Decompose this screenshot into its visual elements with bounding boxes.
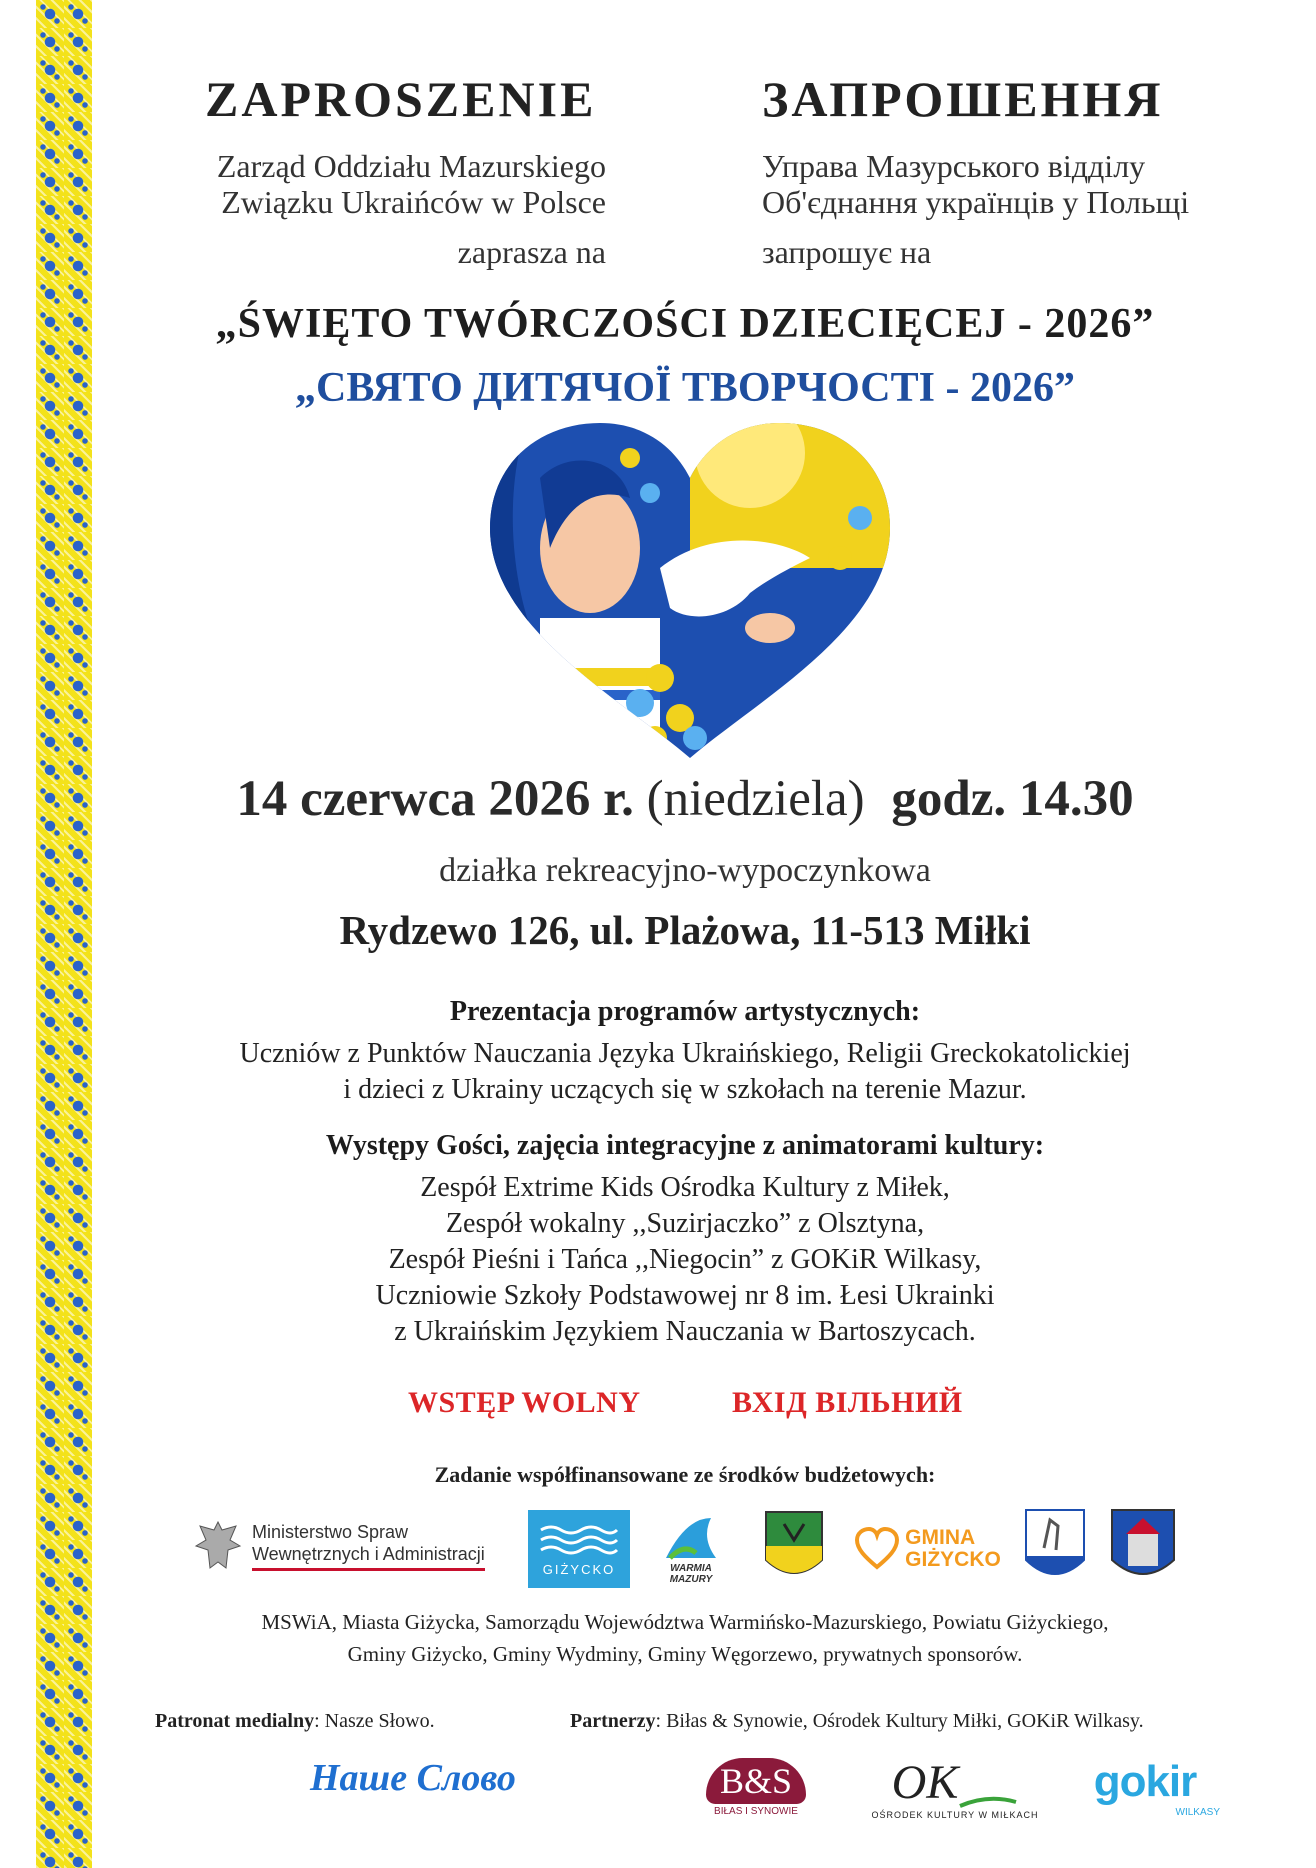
gizycko-city-logo — [528, 1510, 630, 1588]
organizer-ukrainian — [762, 148, 1189, 220]
sponsors-line1: MSWiA, Miasta Giżycka, Samorządu Województwa Warmińsko-Mazurskiego, Powiatu Giżyckiego, — [261, 1610, 1109, 1634]
partners — [570, 1710, 1144, 1733]
bilas-synowie-logo — [694, 1746, 818, 1828]
title-ukrainian: ЗАПРОШЕННЯ — [762, 71, 1164, 127]
gmina-gizycko-logo — [848, 1514, 1008, 1584]
location-address: Rydzewo 126, ul. Plażowa, 11-513 Miłki — [339, 907, 1031, 953]
event-day: (niedziela) — [646, 771, 865, 827]
heart-outline-icon — [855, 1527, 899, 1571]
ok-mark: OK — [891, 1755, 959, 1809]
osrodek-kultury-logo — [870, 1746, 1040, 1828]
crest-heron-icon — [1024, 1508, 1086, 1588]
gizycko-label: GIŻYCKO — [542, 1561, 616, 1577]
invites-polish: zaprasza na — [457, 234, 606, 270]
guest-list — [100, 1170, 1270, 1350]
organizer-polish — [150, 148, 606, 220]
media-value: : Nasze Słowo. — [314, 1710, 435, 1732]
gmina-label: GMINA — [905, 1526, 976, 1549]
heart-graphic — [480, 418, 900, 768]
gokir-subtitle: WILKASY — [1175, 1806, 1220, 1818]
guest-item: Zespół wokalny ,,Suzirjaczko” z Olsztyna, — [445, 1208, 925, 1239]
program-heading-1: Prezentacja programów artystycznych: — [449, 996, 921, 1027]
funding-heading: Zadanie współfinansowane ze środków budżetowych: — [434, 1462, 936, 1487]
crest-deer-icon — [764, 1510, 824, 1588]
wegorzewo-crest — [1110, 1508, 1176, 1588]
event-date: 14 czerwca 2026 r. — [236, 771, 634, 827]
organizer-polish-line1: Zarząd Oddziału Mazurskiego — [216, 148, 606, 184]
ministry-line2: Wewnętrznych i Administracji — [252, 1544, 485, 1564]
gokir-logo — [1070, 1746, 1220, 1828]
crest-tower-icon — [1110, 1508, 1176, 1588]
event-name-polish: „ŚWIĘTO TWÓRCZOŚCI DZIECIĘCEJ - 2026” — [215, 301, 1155, 347]
ok-subtitle: OŚRODEK KULTURY W MIŁKACH — [871, 1809, 1039, 1820]
warmia-label: WARMIA MAZURY — [669, 1563, 713, 1585]
media-label: Patronat medialny — [155, 1710, 315, 1732]
partners-value: : Biłas & Synowie, Ośrodek Kultury Miłki, GOKiR Wilkasy. — [655, 1710, 1144, 1732]
embroidery-border — [36, 0, 92, 1868]
free-entry-ukrainian: ВХІД ВІЛЬНИЙ — [732, 1386, 963, 1419]
invites-ukrainian: запрошує на — [762, 234, 932, 270]
waves-icon — [539, 1522, 619, 1562]
guest-item: Zespół Pieśni i Tańca ,,Niegocin” z GOKiR Wilkasy, — [388, 1244, 982, 1275]
organizer-polish-line2: Związku Ukraińców w Polsce — [221, 184, 606, 220]
location-type: działka rekreacyjno-wypoczynkowa — [439, 852, 931, 889]
heart-illustration — [480, 418, 900, 768]
bs-mark: B&S — [706, 1758, 806, 1804]
wydminy-crest — [1024, 1508, 1086, 1588]
partners-label: Partnerzy — [570, 1710, 656, 1732]
green-swash-icon — [958, 1790, 1018, 1810]
guest-item: Uczniowie Szkoły Podstawowej nr 8 im. Łesi Ukrainki — [375, 1280, 995, 1311]
guest-item: Zespół Extrime Kids Ośrodka Kultury z Miłek, — [420, 1172, 950, 1203]
organizer-ukrainian-line1: Управа Мазурського відділу — [762, 148, 1146, 184]
nashe-slovo-logo: Наше Слово — [310, 1757, 516, 1799]
powiat-crest — [764, 1510, 824, 1588]
gmina-gizycko-label: GIŻYCKO — [905, 1548, 1001, 1571]
organizer-ukrainian-line2: Об'єднання українців у Польщі — [762, 184, 1190, 220]
sponsors-text — [100, 1606, 1270, 1670]
sail-icon — [656, 1513, 726, 1563]
program-text-1 — [100, 1036, 1270, 1108]
free-entry-polish: WSTĘP WOLNY — [408, 1386, 641, 1419]
program-heading-2: Występy Gości, zajęcia integracyjne z animatorami kultury: — [325, 1130, 1045, 1161]
warmia-mazury-logo — [646, 1506, 736, 1592]
eagle-icon — [192, 1518, 244, 1574]
guest-item: z Ukraińskim Językiem Nauczania w Bartoszycach. — [394, 1316, 976, 1347]
event-datetime — [100, 770, 1270, 828]
event-time: godz. 14.30 — [891, 771, 1134, 827]
program-text-1-line2: i dzieci z Ukrainy uczących się w szkołach na terenie Mazur. — [343, 1074, 1027, 1105]
sponsors-line2: Gminy Giżycko, Gminy Wydminy, Gminy Węgorzewo, prywatnych sponsorów. — [347, 1642, 1023, 1666]
program-text-1-line1: Uczniów z Punktów Nauczania Języka Ukraińskiego, Religii Greckokatolickiej — [239, 1038, 1131, 1069]
title-polish: ZAPROSZENIE — [205, 71, 597, 127]
bs-subtitle: BIŁAS I SYNOWIE — [714, 1805, 798, 1817]
event-name-ukrainian: „СВЯТО ДИТЯЧОЇ ТВОРЧОСТІ - 2026” — [295, 365, 1075, 411]
media-patronage — [155, 1710, 435, 1733]
gokir-mark: gokir — [1093, 1756, 1197, 1806]
ministry-logo — [192, 1514, 492, 1578]
ministry-line1: Ministerstwo Spraw — [252, 1522, 409, 1542]
